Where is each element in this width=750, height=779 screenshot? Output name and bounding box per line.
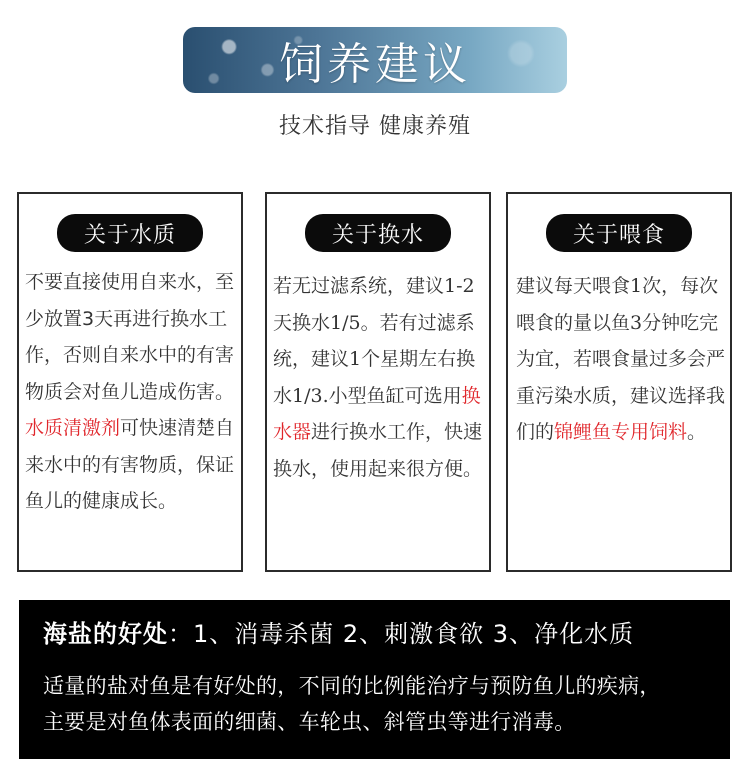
salt-benefits-heading-row — [43, 614, 634, 649]
product-highlight: 水质清激剂 — [25, 417, 121, 439]
card-text-part: 可快速清楚自来水中的有害物质，保证鱼儿的健康成长。 — [25, 417, 235, 512]
salt-benefits-panel — [19, 600, 730, 759]
banner-title: 饲养建议 — [279, 39, 471, 90]
salt-description-line: 主要是对鱼体表面的细菌、车轮虫、斜管虫等进行消毒。 — [43, 710, 576, 734]
salt-colon: ： — [168, 620, 193, 648]
card-text — [25, 264, 237, 520]
card-text — [273, 268, 485, 487]
subtitle: 技术指导 健康养殖 — [279, 114, 471, 139]
product-highlight: 锦鲤鱼专用饲料 — [554, 421, 688, 443]
card-text — [516, 268, 726, 451]
title-banner — [183, 27, 567, 93]
card-text-part: 进行换水工作，快速换水，使用起来很方便。 — [273, 421, 483, 480]
card-title: 关于换水 — [305, 214, 451, 252]
card-water-change — [265, 192, 491, 572]
salt-heading: 海盐的好处 — [43, 620, 168, 648]
card-text-part: 不要直接使用自来水，至少放置3天再进行换水工作，否则自来水中的有害物质会对鱼儿造成伤害。 — [25, 271, 235, 403]
card-text-part: 建议每天喂食1次，每次喂食的量以鱼3分钟吃完为宜，若喂食量过多会严重污染水质，建议选择我们的 — [516, 275, 726, 443]
card-text-part: 若无过滤系统，建议1-2天换水1/5。若有过滤系统，建议1个星期左右换水1/3.小型鱼缸可选用 — [273, 275, 476, 407]
card-title: 关于喂食 — [546, 214, 692, 252]
card-water-quality — [17, 192, 243, 572]
card-text-part: 。 — [687, 421, 707, 443]
salt-description-line: 适量的盐对鱼是有好处的，不同的比例能治疗与预防鱼儿的疾病， — [43, 674, 661, 698]
salt-benefits-list: 1、消毒杀菌 2、刺激食欲 3、净化水质 — [193, 620, 635, 648]
card-feeding — [506, 192, 732, 572]
product-highlight: 换水器 — [273, 384, 481, 443]
card-title: 关于水质 — [57, 214, 203, 252]
